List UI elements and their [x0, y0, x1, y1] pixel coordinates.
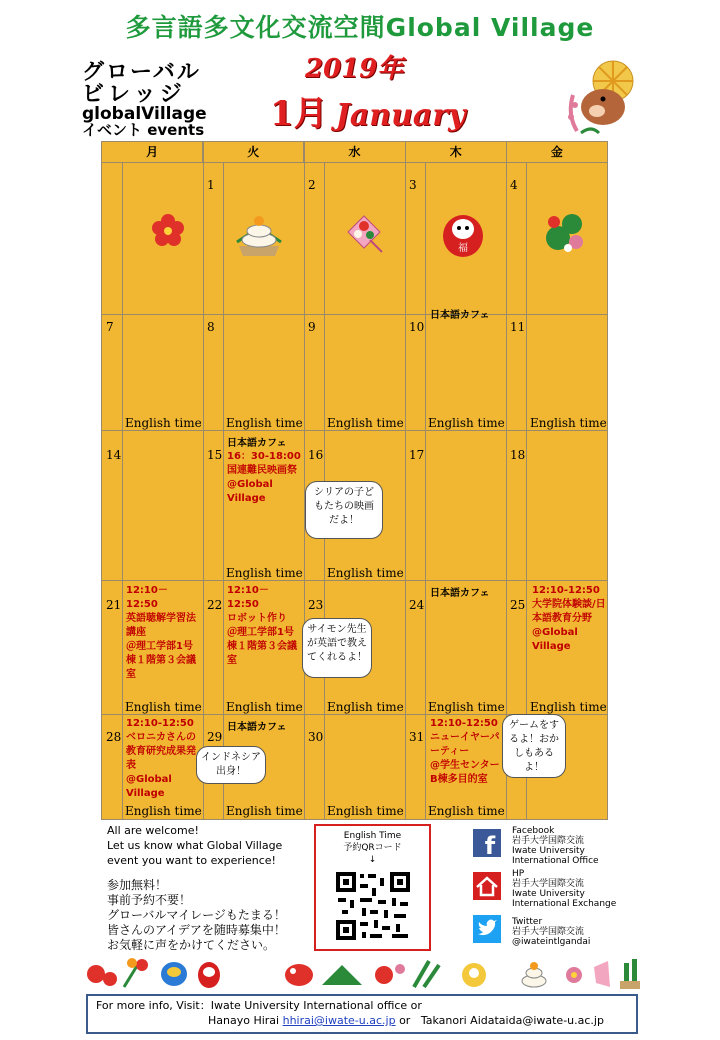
maneki-neko-icon: [462, 963, 486, 987]
japanese-cafe-label: 日本語カフェ: [227, 438, 287, 449]
day-number: 14: [106, 448, 122, 462]
english-time-label: English time: [226, 566, 303, 580]
home-icon[interactable]: [473, 872, 501, 900]
event-day-28: [126, 717, 202, 801]
new-year-decorations: [84, 957, 644, 991]
day-number: 28: [106, 730, 122, 744]
kadomatsu-icon: [620, 959, 640, 989]
weekday-tue: 火: [203, 142, 304, 162]
event-time: 16：30-18:00: [227, 451, 301, 462]
day-number: 1: [207, 178, 215, 192]
event-place: ＠理工学部1号棟１階第３会議室: [126, 641, 196, 680]
weekday-thu: 木: [406, 142, 507, 162]
contact-name: Takanori Aida: [420, 1014, 495, 1027]
facebook-icon[interactable]: [473, 829, 501, 857]
contact-name: Hanayo Hirai: [208, 1014, 280, 1027]
day-number: 17: [409, 448, 425, 462]
event-day-31: [430, 717, 506, 787]
page-title: 多言語多文化交流空間Global Village: [125, 13, 595, 42]
footer-line-1: For more info, Visit：Iwate University International office or: [96, 999, 422, 1012]
event-day-15: [227, 450, 303, 506]
speech-bubble: ゲームをするよ！おかしもあるよ！: [502, 714, 566, 778]
email-link[interactable]: taida@iwate-u.ac.jp: [494, 1014, 604, 1027]
event-time: 12:10-12:50: [430, 718, 498, 729]
qr-label: English Time: [343, 831, 402, 841]
welcome-line: event you want to experience!: [107, 854, 276, 867]
email-link[interactable]: hhirai@iwate-u.ac.jp: [282, 1014, 396, 1027]
event-place: @学生センターB棟多目的室: [430, 760, 500, 785]
event-title: 国連難民映画祭: [227, 465, 297, 476]
plum-flower-icon: [375, 964, 405, 984]
english-time-label: English time: [327, 416, 404, 430]
english-time-label: English time: [226, 416, 303, 430]
social-line: @iwateintlgandai: [512, 937, 591, 947]
social-line: Iwate University: [512, 889, 585, 899]
qr-code-box[interactable]: [314, 824, 431, 951]
day-number: 23: [308, 598, 324, 612]
social-line: International Office: [512, 856, 599, 866]
event-title: ロボット作り: [227, 613, 287, 624]
month-label: [270, 86, 466, 135]
english-time-label: English time: [125, 700, 202, 714]
jp-note: 参加無料！: [107, 878, 168, 892]
num-divider: [223, 162, 224, 819]
day-number: 31: [409, 730, 425, 744]
flower-ornament-icon: [342, 210, 386, 254]
event-title: 大学院体験談/日本語教育分野: [532, 599, 606, 624]
jp-note: グローバルマイレージもたまる！: [107, 908, 286, 922]
event-time: 12:10－ 12:50: [227, 585, 269, 610]
daruma-small-icon: [198, 962, 220, 988]
english-time-label: English time: [327, 700, 404, 714]
english-time-label: English time: [226, 700, 303, 714]
english-time-label: English time: [530, 416, 607, 430]
event-place: @Global Village: [227, 479, 273, 504]
logo-line-4: イベント events: [82, 121, 205, 139]
day-number: 11: [510, 320, 526, 334]
english-time-label: English time: [125, 804, 202, 818]
day-number: 15: [207, 448, 223, 462]
japanese-cafe-label: 日本語カフェ: [227, 722, 287, 733]
social-line: Iwate University: [512, 846, 585, 856]
footer-or: or: [399, 1014, 411, 1027]
contact-footer: [86, 994, 638, 1034]
homepage-text: [512, 869, 622, 909]
speech-bubble: シリアの子どもたちの映画だよ！: [305, 481, 383, 539]
logo-line-1: グローバル: [82, 60, 201, 85]
english-time-label: English time: [125, 416, 202, 430]
day-number: 4: [510, 178, 518, 192]
footer-line-2: [96, 1013, 628, 1028]
day-number: 8: [207, 320, 215, 334]
social-line: 岩手大学国際交流: [512, 836, 585, 846]
event-day-25: [532, 584, 608, 654]
english-time-label: English time: [327, 804, 404, 818]
month-jp: 1月: [270, 94, 328, 134]
plum-flower-icon: [87, 965, 117, 986]
global-village-logo: [82, 62, 212, 138]
english-time-label: English time: [327, 566, 404, 580]
weekday-wed: 水: [304, 142, 405, 162]
speech-bubble: サイモン先生が英語で教えてくれるよ！: [302, 618, 372, 678]
row-divider: [102, 430, 607, 431]
day-number: 9: [308, 320, 316, 334]
weekday-mon: 月: [102, 142, 203, 162]
daruma-icon: [441, 208, 485, 258]
day-number: 18: [510, 448, 526, 462]
event-time: 12:10-12:50: [532, 585, 600, 596]
jp-note: お気軽に声をかけてください。: [107, 938, 276, 952]
day-number: 24: [409, 598, 425, 612]
twitter-text: [512, 917, 622, 947]
day-number: 16: [308, 448, 324, 462]
kite-icon: [594, 961, 610, 987]
qr-arrow: ↓: [368, 855, 377, 865]
day-number: 25: [510, 598, 526, 612]
plum-blossom-icon: [148, 210, 188, 250]
svg-text:福: 福: [458, 243, 468, 254]
event-time: 12:10-12:50: [126, 718, 194, 729]
kagami-mochi-icon: [235, 208, 283, 258]
event-place: @Global Village: [532, 627, 578, 652]
event-day-21: [126, 584, 202, 682]
col-divider: [304, 142, 305, 819]
day-number: 22: [207, 598, 223, 612]
day-number: 2: [308, 178, 316, 192]
event-place: @Global Village: [126, 774, 172, 799]
welcome-line: All are welcome!: [107, 824, 199, 837]
kagami-mochi-small-icon: [522, 962, 546, 987]
num-divider: [122, 162, 123, 819]
event-time: 12:10－ 12:50: [126, 585, 168, 610]
col-divider: [405, 142, 406, 819]
month-en: January: [335, 98, 466, 133]
flower-small-icon: [566, 967, 582, 983]
event-day-22: [227, 584, 303, 668]
welcome-line: Let us know what Global Village: [107, 839, 283, 852]
event-place: ＠理工学部1号棟１階第３会議室: [227, 627, 297, 666]
japanese-cafe-label: 日本語カフェ: [430, 588, 490, 599]
jp-notes: [107, 878, 286, 953]
english-time-label: English time: [428, 700, 505, 714]
day-number: 7: [106, 320, 114, 334]
day-number: 29: [207, 730, 223, 744]
boar-illustration: [563, 55, 643, 135]
spinning-top-icon: [161, 962, 187, 986]
english-time-label: English time: [428, 804, 505, 818]
social-line: Facebook: [512, 826, 555, 836]
social-line: International Exchange: [512, 899, 617, 909]
social-line: HP: [512, 869, 525, 879]
event-title: ニューイヤーパーティー: [430, 732, 500, 757]
qr-code-icon[interactable]: [334, 870, 412, 942]
koi-icon: [285, 964, 313, 986]
svg-text:f: f: [484, 832, 496, 857]
day-number: 3: [409, 178, 417, 192]
calendar-grid: [101, 141, 608, 820]
welcome-section: [107, 823, 286, 953]
qr-label: 予約QRコード: [343, 843, 402, 853]
day-number: 21: [106, 598, 122, 612]
jp-note: 皆さんのアイデアを随時募集中！: [107, 923, 286, 937]
jp-note: 事前予約不要！: [107, 893, 192, 907]
japanese-cafe-label: 日本語カフェ: [430, 310, 490, 321]
social-line: Twitter: [512, 917, 543, 927]
arrow-charm-icon: [124, 958, 148, 987]
english-time-label: English time: [428, 416, 505, 430]
pine-icon: [322, 965, 362, 985]
day-number: 10: [409, 320, 425, 334]
num-divider: [425, 162, 426, 819]
event-title: 英語聴解学習法講座: [126, 613, 196, 638]
facebook-text: [512, 826, 622, 866]
weekday-fri: 金: [550, 145, 563, 159]
bamboo-icon: [414, 961, 439, 987]
social-line: 岩手大学国際交流: [512, 927, 585, 937]
row-divider: [102, 314, 607, 315]
english-time-label: English time: [226, 804, 303, 818]
col-divider: [203, 142, 204, 819]
speech-bubble: インドネシア出身！: [196, 746, 266, 784]
day-number: 30: [308, 730, 324, 744]
weekday-header: [102, 142, 607, 163]
year-label: 2019年: [305, 54, 404, 84]
pine-plum-icon: [542, 208, 590, 254]
logo-line-3: globalVillage: [82, 104, 207, 124]
social-line: 岩手大学国際交流: [512, 879, 585, 889]
logo-line-2: ビレッジ: [82, 82, 186, 107]
row-divider: [102, 580, 607, 581]
english-time-label: English time: [530, 700, 607, 714]
event-title: ベロニカさんの教育研究成果発表: [126, 732, 196, 771]
twitter-icon[interactable]: [473, 915, 501, 943]
